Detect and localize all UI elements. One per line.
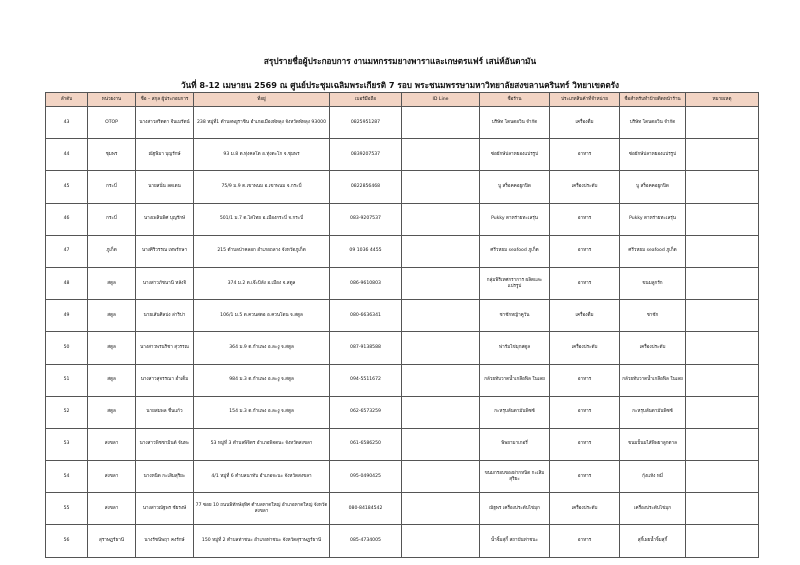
cell-line <box>402 428 480 460</box>
cell-type: อาหาร <box>550 428 620 460</box>
cell-shop: บู สร็อคคอยูกปิด <box>480 171 550 203</box>
cell-phone: 085-4734005 <box>330 525 402 557</box>
table-row <box>46 493 759 525</box>
cell-address: 215 ตำบลป่าคลอก อำเภอถลาง จังหวัดภูเก็ต <box>194 235 330 267</box>
cell-shop: ฟาร์มไข่มุกสตูล <box>480 332 550 364</box>
cell-phone: 087-9138588 <box>330 332 402 364</box>
cell-address: 53 หมู่ที่ 3 ตำบลพิจิตร อำเภอพิจดนะ จังหวัดสงขลา <box>194 428 330 460</box>
cell-name: นายเส้นศิลปง ล่าริปา <box>136 300 194 332</box>
cell-note <box>686 300 759 332</box>
cell-name: นางสาวภัชนานี หลังจิ <box>136 267 194 299</box>
cell-type: อาหาร <box>550 203 620 235</box>
cell-line <box>402 525 480 557</box>
cell-name: นางสาวณัฐพร ชัยรงษ์ <box>136 493 194 525</box>
table-row <box>46 107 759 139</box>
cell-line <box>402 203 480 235</box>
cell-shop: ณัฐพร เครื่องประดับไข่มุก <box>480 493 550 525</box>
cell-name: นางหนิด กะเสิมสุริยะ <box>136 461 194 493</box>
header-note: หมายเหตุ <box>686 93 759 107</box>
header-shop: ชื่อร้าน <box>480 93 550 107</box>
cell-phone: 0839207537 <box>330 139 402 171</box>
cell-type: เครื่องประดับ <box>550 171 620 203</box>
cell-no: 56 <box>46 525 88 557</box>
document-subtitle: วันที่ 8-12 เมษายน 2569 ณ ศูนย์ประชุมเฉลิมพระเกียรติ 7 รอบ พระชนมพรรษามหาวิทยาลัยสงขลานครินทร์ วิทยาเขตตรัง <box>180 80 620 90</box>
cell-phone: 095-0490425 <box>330 461 402 493</box>
cell-name: นางเพลินพิศ บุญรักษ์ <box>136 203 194 235</box>
cell-phone: 083-9207537 <box>330 203 402 235</box>
cell-note <box>686 332 759 364</box>
cell-name: นายสมพล ชื่นแก้ว <box>136 396 194 428</box>
cell-line <box>402 364 480 396</box>
cell-no: 53 <box>46 428 88 460</box>
cell-shop: บริษัท โดนตอวิน จำกัด <box>480 107 550 139</box>
table-row <box>46 203 759 235</box>
cell-phone: 080-6636341 <box>330 300 402 332</box>
cell-line <box>402 139 480 171</box>
cell-phone: 062-6573259 <box>330 396 402 428</box>
cell-line <box>402 461 480 493</box>
table-header-row <box>46 93 759 107</box>
cell-no: 45 <box>46 171 88 203</box>
header-name: ชื่อ – สกุล ผู้ประกอบการ <box>136 93 194 107</box>
cell-no: 47 <box>46 235 88 267</box>
cell-note <box>686 235 759 267</box>
table-row <box>46 300 759 332</box>
cell-sign: Pukky ตาหร่ายทะเลรุ่น <box>620 203 686 235</box>
cell-name: นายสนั่น ลดเดน <box>136 171 194 203</box>
cell-no: 49 <box>46 300 88 332</box>
cell-org: สตูล <box>88 332 136 364</box>
cell-phone: 0822856468 <box>330 171 402 203</box>
cell-no: 51 <box>46 364 88 396</box>
cell-address: 77 ซอย 10 ถนนพิทักษ์อุทิศ ตำบลหาดใหญ่ อำเภอหาดใหญ่ จังหวัดสงขลา <box>194 493 330 525</box>
cell-note <box>686 139 759 171</box>
cell-type: เครื่องดื่ม <box>550 107 620 139</box>
table-row <box>46 171 759 203</box>
table-row <box>46 525 759 557</box>
cell-shop: ขนมกรอบของฝากหนิด กะเสิมสุริยะ <box>480 461 550 493</box>
cell-address: 374 ม.2 ต.เจ๊ะบิลัง อ.เมือง จ.สตูล <box>194 267 330 299</box>
cell-shop: น้ำจิ้มสุกี้ สถาบันท่าชนะ <box>480 525 550 557</box>
cell-type: อาหาร <box>550 461 620 493</box>
cell-line <box>402 300 480 332</box>
cell-shop: ซ่อยักษ์ปลาหยองแปรรูป <box>480 139 550 171</box>
cell-org: OTOP <box>88 107 136 139</box>
cell-shop: กะหรุบลันตามันพิซซ์ <box>480 396 550 428</box>
cell-phone: 09 1036 4455 <box>330 235 402 267</box>
cell-org: สุราษฎร์ธานี <box>88 525 136 557</box>
cell-note <box>686 203 759 235</box>
cell-shop: กลุ่มพิริเทศกราการ ผลิตและแปรรูป <box>480 267 550 299</box>
cell-type: เครื่องดื่ม <box>550 300 620 332</box>
cell-line <box>402 107 480 139</box>
cell-address: 984 ม.3 ต.กำแพง อ.ละงู จ.สตูล <box>194 364 330 396</box>
cell-sign: สุกี้เผยน้ำจิ้มสุกี้ <box>620 525 686 557</box>
cell-type: อาหาร <box>550 267 620 299</box>
cell-shop: กล้วยทับวาดน้ำเกลือฟิล ในเลย <box>480 364 550 396</box>
cell-org: ชุมพร <box>88 139 136 171</box>
cell-shop: พิพยามาเกอรี่ <box>480 428 550 460</box>
cell-org: สตูล <box>88 300 136 332</box>
cell-address: 238 หมู่ที่1 ตำบลพยูราชิน อำเภอเมืองพัทลุง จังหวัดพัทลุง 93000 <box>194 107 330 139</box>
header-phone: เบอร์มือถือ <box>330 93 402 107</box>
cell-no: 43 <box>46 107 88 139</box>
cell-sign: กล้วยทับวาดน้ำเกลือฟิล ในเลย <box>620 364 686 396</box>
cell-type: อาหาร <box>550 364 620 396</box>
cell-sign: เครื่องประดับไข่มุก <box>620 493 686 525</box>
cell-org: สตูล <box>88 364 136 396</box>
cell-address: 93 ม.8 ต.ทุ่งคลโต อ.ทุ่งตะโก จ.ชุมพร <box>194 139 330 171</box>
cell-note <box>686 107 759 139</box>
cell-no: 52 <box>46 396 88 428</box>
cell-sign: บู สร็อคคอยูกปิด <box>620 171 686 203</box>
cell-org: สงขลา <box>88 428 136 460</box>
cell-line <box>402 235 480 267</box>
table-row <box>46 267 759 299</box>
cell-org: สงขลา <box>88 461 136 493</box>
cell-no: 48 <box>46 267 88 299</box>
cell-note <box>686 364 759 396</box>
header-no: ลำดับ <box>46 93 88 107</box>
cell-type: เครื่องประดับ <box>550 493 620 525</box>
cell-note <box>686 267 759 299</box>
table-row <box>46 461 759 493</box>
cell-sign: บริษัท โดนตอวิน จำกัด <box>620 107 686 139</box>
cell-type: อาหาร <box>550 525 620 557</box>
cell-type: อาหาร <box>550 139 620 171</box>
cell-phone: 061-6586250 <box>330 428 402 460</box>
vendor-table <box>45 92 759 558</box>
table-row <box>46 364 759 396</box>
cell-address: 75/9 ม.9 ต.เขาพนม อ.เขาพนม จ.กระบี่ <box>194 171 330 203</box>
cell-org: กระบี่ <box>88 203 136 235</box>
header-line-id: ID Line <box>402 93 480 107</box>
cell-sign: ศรีวหยม seafood ภูเก็ต <box>620 235 686 267</box>
cell-phone: 094-5511672 <box>330 364 402 396</box>
cell-line <box>402 171 480 203</box>
cell-org: ภูเก็ต <box>88 235 136 267</box>
cell-line <box>402 493 480 525</box>
cell-line <box>402 396 480 428</box>
cell-no: 55 <box>46 493 88 525</box>
table-row <box>46 139 759 171</box>
table-body <box>46 107 759 558</box>
cell-name: นางสาวสริตตา จีนเมรัตน์ <box>136 107 194 139</box>
cell-sign: ชาชัก <box>620 300 686 332</box>
cell-phone: 0825951287 <box>330 107 402 139</box>
cell-name: นางสาวพรนริชา สุวรรณ <box>136 332 194 364</box>
cell-type: อาหาร <box>550 235 620 267</box>
cell-address: 106/1 ม.5 ต.ควนสตอ อ.ควนโดน จ.สตูล <box>194 300 330 332</box>
header-sign: ชื่อสำหรับทำป้ายติดหน้าร้าน <box>620 93 686 107</box>
cell-name: นางสาวพิชชามินต์ จันทะ <box>136 428 194 460</box>
cell-note <box>686 461 759 493</box>
cell-org: กระบี่ <box>88 171 136 203</box>
cell-address: 150 หมู่ที่ 2 ตำบลท่าชนะ อำเภอท่าชนะ จังหวัดสุราษฎร์ธานี <box>194 525 330 557</box>
cell-sign: ขนมปั้นมไส้พิพยาลูกตาล <box>620 428 686 460</box>
cell-address: 4/1 หมู่ที่ 6 ตำบลนาทับ อำเภอจะนะ จังหวัดสงขลา <box>194 461 330 493</box>
cell-no: 44 <box>46 139 88 171</box>
cell-name: ณัฐพิมา บุญรักษ์ <box>136 139 194 171</box>
cell-no: 54 <box>46 461 88 493</box>
document-title: สรุปรายชื่อผู้ประกอบการ งานมหกรรมยางพาราและเกษตรแฟร์ เสน่ห์อันดามัน <box>263 56 537 66</box>
cell-name: นางสาวสุจรรณา อ่ำเต็ม <box>136 364 194 396</box>
cell-type: อาหาร <box>550 396 620 428</box>
cell-sign: กะหรุบลันตามันพิซซ์ <box>620 396 686 428</box>
cell-phone: 080-84184542 <box>330 493 402 525</box>
cell-no: 46 <box>46 203 88 235</box>
header-address: ที่อยู่ <box>194 93 330 107</box>
cell-sign: ขนมลูกรัก <box>620 267 686 299</box>
cell-line <box>402 332 480 364</box>
cell-phone: 086-9610803 <box>330 267 402 299</box>
cell-org: สงขลา <box>88 493 136 525</box>
cell-org: สตูล <box>88 396 136 428</box>
cell-name: นางศิริวรรณ เทพรักษา <box>136 235 194 267</box>
header-type: ประเภทสินค้าที่จำหน่าย <box>550 93 620 107</box>
cell-address: 501/1 ม.7 ต.ไสไทย อ.เมืองกระบี่ จ.กระบี่ <box>194 203 330 235</box>
cell-note <box>686 428 759 460</box>
cell-shop: Pukky ตาหร่ายทะเลรุ่น <box>480 203 550 235</box>
table-row <box>46 332 759 364</box>
cell-shop: ศรีวหยม seafood ภูเก็ต <box>480 235 550 267</box>
cell-note <box>686 493 759 525</box>
cell-no: 50 <box>46 332 88 364</box>
header-org: หน่วยงาน <box>88 93 136 107</box>
cell-line <box>402 267 480 299</box>
cell-note <box>686 171 759 203</box>
cell-shop: ชาชักหญ้าคูวัน <box>480 300 550 332</box>
table-row <box>46 396 759 428</box>
cell-type: เครื่องประดับ <box>550 332 620 364</box>
table-row <box>46 428 759 460</box>
table-row <box>46 235 759 267</box>
cell-org: สตูล <box>88 267 136 299</box>
cell-sign: กุ้งแห้ง หมี่ <box>620 461 686 493</box>
cell-address: 364 ม.9 ต.กำแพง อ.ละงู จ.สตูล <box>194 332 330 364</box>
cell-name: นางรัชนีพฤา คงรักษ์ <box>136 525 194 557</box>
cell-sign: เครื่องประดับ <box>620 332 686 364</box>
cell-note <box>686 396 759 428</box>
cell-address: 154 ม.3 ต.กำแพง อ.ละงู จ.สตูล <box>194 396 330 428</box>
cell-sign: ซ่อยักษ์ปลาหยองแปรรูป <box>620 139 686 171</box>
cell-note <box>686 525 759 557</box>
